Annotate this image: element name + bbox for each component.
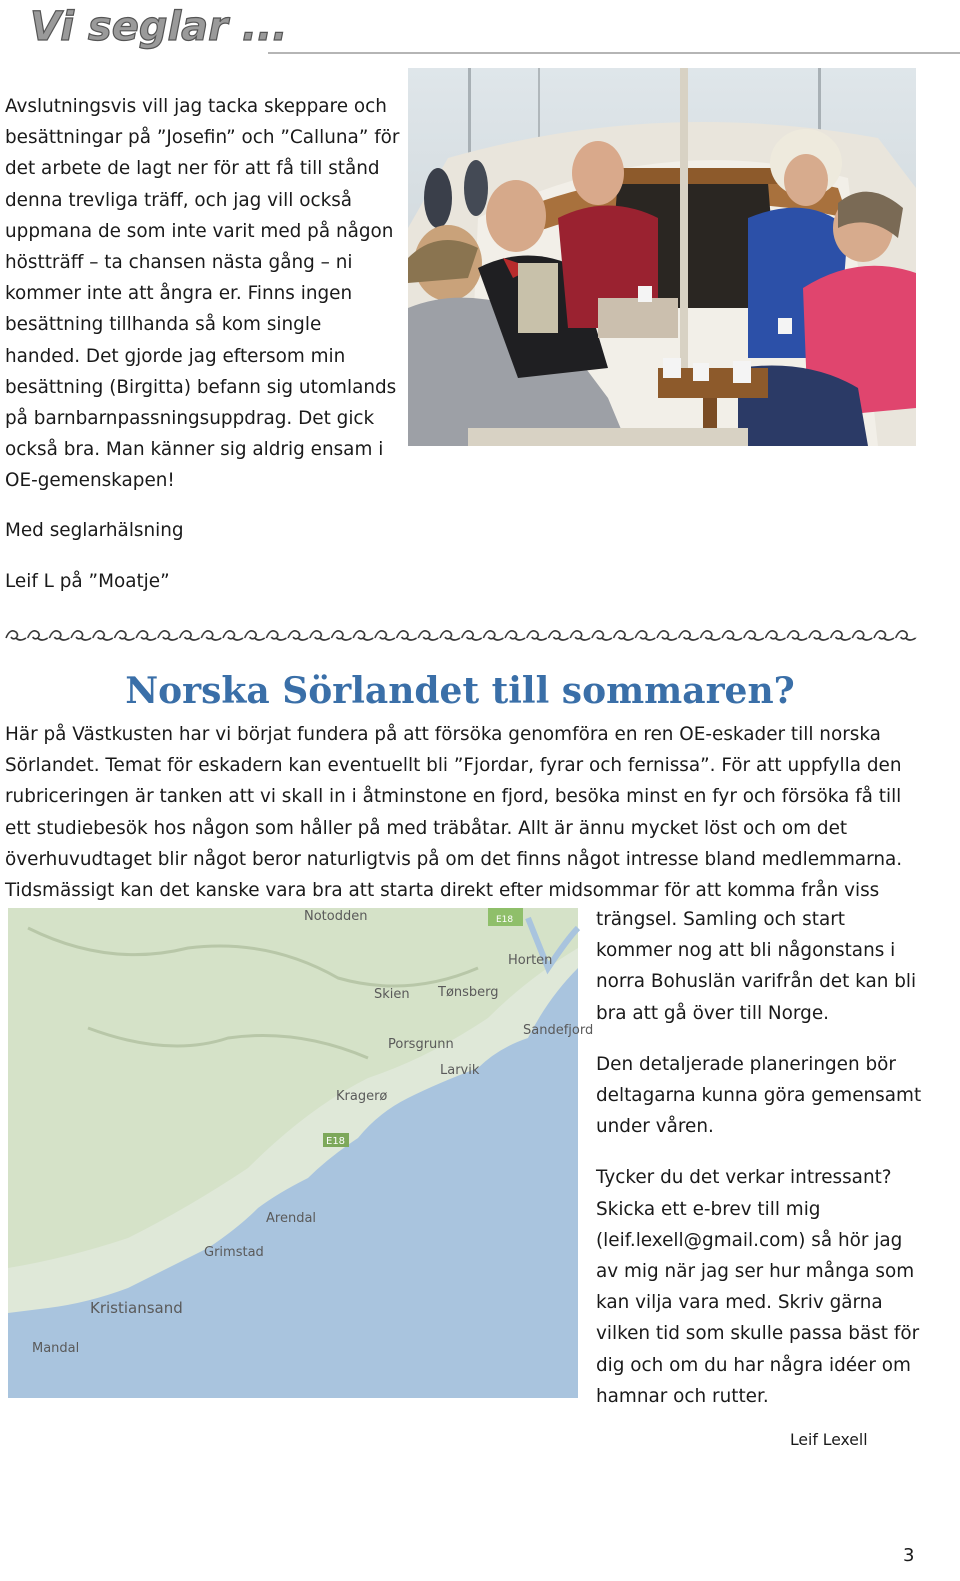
map-label-mandal: Mandal: [32, 1341, 80, 1356]
article-sidebar-text: [596, 904, 926, 1432]
map-label-kristiansand: Kristiansand: [90, 1299, 183, 1317]
article-paragraph: Här på Västkusten har vi börjat fundera på att försöka genomföra en ren OE-eskader till norska Sörlandet. Temat för eskadern kan eventuellt bli ”Fjordar, fyrar och fernissa”. För att uppfylla den rubriceringen är tanken att vi skall in i åtminstone en fjord, besöka minst en fyr och försöka få till ett studiebesök hos någon som håller på med träbåtar. Allt är ännu mycket löst och om det överhuvudtaget blir något beror naturligtvis på om det finns något intresse bland medlemmarna. Tidsmässigt kan det kanske vara bra att starta direkt efter midsommar för att komma från viss: [5, 724, 903, 902]
map-label-larvik: Larvik: [440, 1063, 480, 1078]
side-paragraph-2: Den detaljerade planeringen bör deltagarna kunna göra gemensamt under våren.: [596, 1053, 922, 1138]
article-heading: Norska Sörlandet till sommaren?: [125, 670, 795, 712]
map-label-grimstad: Grimstad: [204, 1245, 264, 1260]
intro-text: [5, 91, 400, 497]
side-paragraph-3: Tycker du det verkar intressant? Skicka ett e-brev till mig (leif.lexell@gmail.com) så hör jag av mig när jag ser hur många som kan vilja vara med. Skriv gärna vilken tid som skulle passa bäst för dig och om du har några idéer om hamnar och rutter.: [596, 1167, 920, 1407]
map-label-kragero: Kragerø: [336, 1089, 388, 1104]
crew-photo: [408, 68, 916, 446]
header-rule: [268, 52, 960, 54]
page-number: 3: [903, 1545, 915, 1566]
map-label-horten: Horten: [508, 953, 553, 968]
signoff: Leif L på ”Moatje”: [5, 571, 170, 592]
side-paragraph-1: trängsel. Samling och start kommer nog att bli någonstans i norra Bohuslän varifrån det kan bli bra att gå över till Norge.: [596, 909, 917, 1024]
ornament-divider: [5, 626, 917, 644]
article-text: [5, 719, 915, 906]
logo-text: Vi seglar ...: [30, 4, 288, 50]
map-label-skien: Skien: [374, 987, 410, 1002]
map-label-porsgrunn: Porsgrunn: [388, 1037, 454, 1052]
map-label-notodden: Notodden: [304, 909, 368, 924]
article-author: Leif Lexell: [790, 1431, 868, 1449]
map-label-e18: E18: [326, 1136, 346, 1147]
magazine-logo: [30, 2, 288, 50]
map-label-sandefjord: Sandefjord: [523, 1023, 594, 1038]
map-label-tonsberg: Tønsberg: [438, 985, 499, 1000]
coast-map: [8, 908, 594, 1398]
greeting: Med seglarhälsning: [5, 520, 184, 541]
intro-paragraph: Avslutningsvis vill jag tacka skeppare och besättningar på ”Josefin” och ”Calluna” för det arbete de lagt ner för att få till stånd denna trevliga träff, och jag vill också uppmana de som inte varit med på någon höstträff – ta chansen nästa gång – ni kommer inte att ångra er. Finns ingen besättning tillhanda så kom single handed. Det gjorde jag eftersom min besättning (Birgitta) befann sig utomlands på barnbarnpassningsuppdrag. Det gick också bra. Man känner sig aldrig ensam i OE-gemenskapen!: [5, 96, 400, 492]
map-label-e18-top: E18: [496, 915, 514, 925]
map-label-arendal: Arendal: [266, 1211, 317, 1226]
